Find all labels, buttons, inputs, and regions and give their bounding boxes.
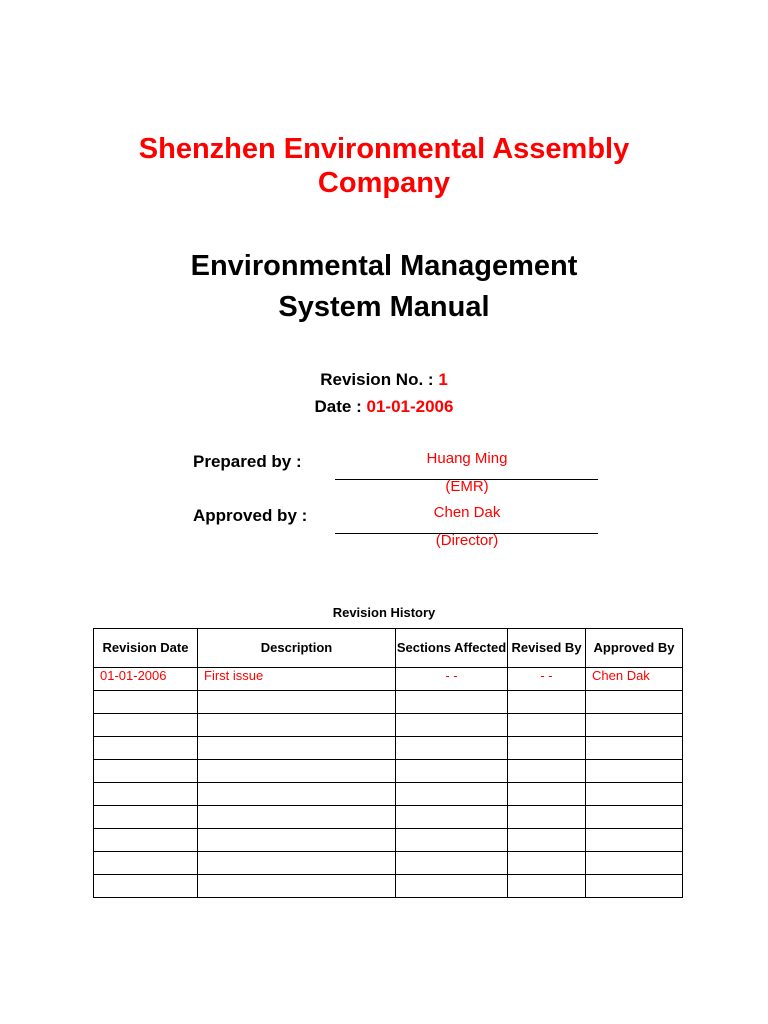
cell-approved-by: Chen Dak <box>586 668 683 691</box>
revision-date-value: 01-01-2006 <box>366 397 454 416</box>
cell-description <box>198 714 396 737</box>
cell-revision-date <box>94 760 198 783</box>
cell-sections-affected <box>396 714 508 737</box>
cell-approved-by <box>586 783 683 806</box>
cell-revision-date <box>94 806 198 829</box>
cell-sections-affected <box>396 875 508 898</box>
revision-date <box>0 397 768 417</box>
cell-approved-by <box>586 806 683 829</box>
cell-revised-by <box>508 714 586 737</box>
table-row <box>94 783 683 806</box>
cell-description: First issue <box>198 668 396 691</box>
cell-description <box>198 783 396 806</box>
prepared-by-label: Prepared by : <box>193 452 302 471</box>
table-row <box>94 714 683 737</box>
cell-revised-by <box>508 783 586 806</box>
prepared-by-role: (EMR) <box>445 478 489 495</box>
cell-revised-by <box>508 737 586 760</box>
column-header-description: Description <box>198 629 396 668</box>
cell-approved-by <box>586 714 683 737</box>
table-row <box>94 829 683 852</box>
cell-approved-by <box>586 852 683 875</box>
company-name-line2: Company <box>317 167 451 199</box>
approved-by-label: Approved by : <box>193 506 308 525</box>
table-row <box>94 737 683 760</box>
cell-approved-by <box>586 737 683 760</box>
cell-sections-affected: - - <box>396 668 508 691</box>
cell-revision-date <box>94 714 198 737</box>
approved-by-name: Chen Dak <box>433 504 501 521</box>
revision-number-value: 1 <box>438 370 448 389</box>
column-header-approved-by: Approved By <box>586 629 683 668</box>
cell-revised-by <box>508 691 586 714</box>
cell-revision-date <box>94 829 198 852</box>
table-row <box>94 760 683 783</box>
cell-revision-date <box>94 875 198 898</box>
table-header-row <box>94 629 683 668</box>
cell-description <box>198 875 396 898</box>
column-header-sections-affected: Sections Affected <box>396 629 508 668</box>
cell-revised-by: - - <box>508 668 586 691</box>
cell-sections-affected <box>396 691 508 714</box>
revision-history-table <box>93 628 683 898</box>
revision-number <box>0 370 768 390</box>
table-row <box>94 691 683 714</box>
table-row <box>94 852 683 875</box>
approved-by-role: (Director) <box>435 532 499 549</box>
cell-description <box>198 737 396 760</box>
cell-revised-by <box>508 875 586 898</box>
cell-revised-by <box>508 852 586 875</box>
document-title-line2: System Manual <box>278 291 490 323</box>
column-header-revision-date: Revision Date <box>94 629 198 668</box>
revision-history-caption: Revision History <box>332 605 436 620</box>
document-title-line1: Environmental Management <box>190 250 578 282</box>
cell-revision-date <box>94 783 198 806</box>
cell-revised-by <box>508 760 586 783</box>
cell-approved-by <box>586 875 683 898</box>
cell-sections-affected <box>396 829 508 852</box>
company-name <box>0 132 768 200</box>
cell-sections-affected <box>396 737 508 760</box>
cell-sections-affected <box>396 806 508 829</box>
cell-revised-by <box>508 806 586 829</box>
revision-date-label: Date : <box>314 397 362 416</box>
cell-revised-by <box>508 829 586 852</box>
cell-description <box>198 691 396 714</box>
cell-revision-date: 01-01-2006 <box>94 668 198 691</box>
cell-sections-affected <box>396 852 508 875</box>
cell-revision-date <box>94 691 198 714</box>
cell-description <box>198 760 396 783</box>
cell-description <box>198 806 396 829</box>
column-header-revised-by: Revised By <box>508 629 586 668</box>
cell-approved-by <box>586 829 683 852</box>
prepared-by-name: Huang Ming <box>426 450 508 467</box>
table-row <box>94 806 683 829</box>
company-name-line1: Shenzhen Environmental Assembly <box>138 133 630 165</box>
cell-sections-affected <box>396 783 508 806</box>
cell-description <box>198 852 396 875</box>
table-row <box>94 668 683 691</box>
cell-approved-by <box>586 760 683 783</box>
table-row <box>94 875 683 898</box>
cell-sections-affected <box>396 760 508 783</box>
cell-revision-date <box>94 737 198 760</box>
cell-description <box>198 829 396 852</box>
revision-number-label: Revision No. : <box>320 370 434 389</box>
document-title <box>0 246 768 328</box>
cell-revision-date <box>94 852 198 875</box>
cell-approved-by <box>586 691 683 714</box>
